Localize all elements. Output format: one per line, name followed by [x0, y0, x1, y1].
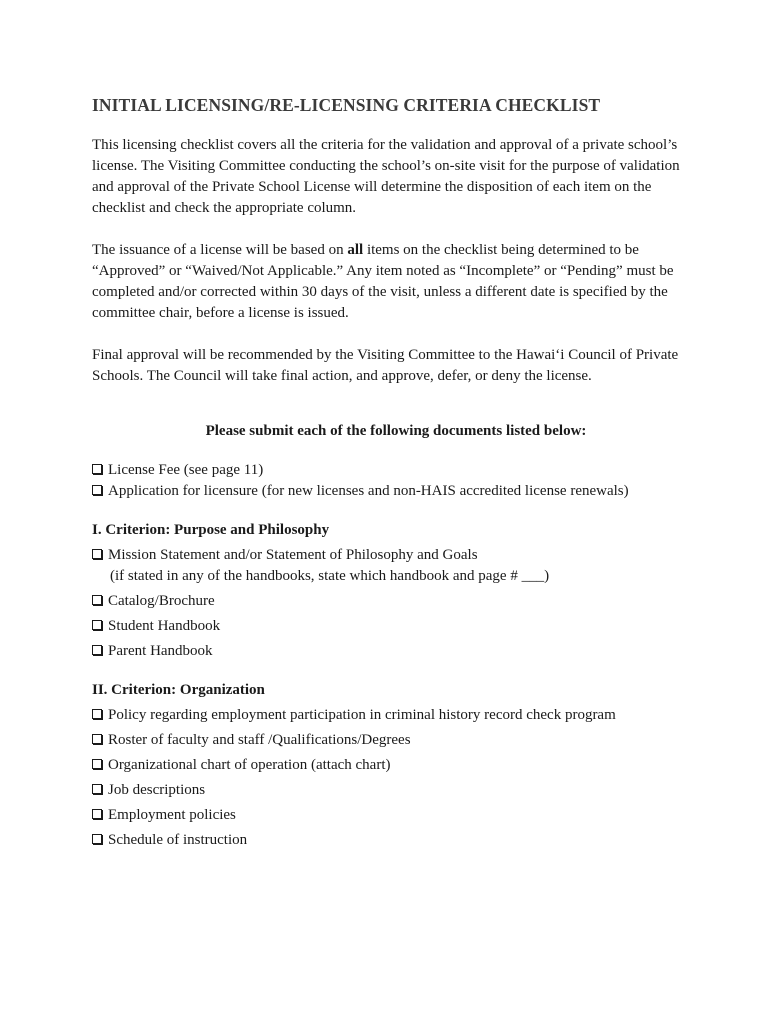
- final-approval-paragraph: Final approval will be recommended by the Visiting Committee to the Hawai‘i Council of Private Schools. The Council will take final action, and approve, defer, or deny the license.: [92, 347, 679, 384]
- checkbox-icon[interactable]: [92, 595, 102, 605]
- documents-heading: Please submit each of the following documents listed below:: [205, 423, 587, 439]
- criterion-item-label: Organizational chart of operation (attach chart): [108, 757, 391, 773]
- documents-list: [92, 460, 700, 502]
- checkbox-icon[interactable]: [92, 645, 102, 655]
- criterion-1-list: [92, 545, 700, 662]
- issuance-text-bold: all: [347, 242, 364, 258]
- issuance-text-end: items on the checklist being determined to be “Approved” or “Waived/Not Applicable.” Any item noted as “Incomplete” or “Pending” must be completed and/or corrected within 30 days of the visit, unless a different date is specified by the committee chair, before a license is issued.: [92, 242, 674, 321]
- criterion-2-item-policy: [92, 705, 700, 726]
- criterion-1-item-parent-handbook: [92, 641, 700, 662]
- criterion-2-heading: II. Criterion: Organization: [92, 682, 265, 698]
- document-item-license-fee: [92, 460, 700, 481]
- criterion-2-list: [92, 705, 700, 851]
- criterion-item-label: Mission Statement and/or Statement of Philosophy and Goals: [108, 547, 478, 563]
- checkbox-icon[interactable]: [92, 709, 102, 719]
- criterion-2-item-org-chart: [92, 755, 700, 776]
- criterion-item-label: Policy regarding employment participation in criminal history record check program: [108, 707, 616, 723]
- criterion-item-label: Job descriptions: [108, 782, 206, 798]
- criterion-item-label: Employment policies: [108, 807, 236, 823]
- checkbox-icon[interactable]: [92, 809, 102, 819]
- document-item-application: [92, 481, 700, 502]
- checkbox-icon[interactable]: [92, 734, 102, 744]
- criterion-item-label: Schedule of instruction: [108, 832, 248, 848]
- document-item-label: License Fee (see page 11): [108, 462, 264, 478]
- criterion-item-label: Student Handbook: [108, 618, 221, 634]
- checkbox-icon[interactable]: [92, 759, 102, 769]
- criterion-2-item-job-descriptions: [92, 780, 700, 801]
- criterion-item-label: Catalog/Brochure: [108, 593, 215, 609]
- criterion-1-item-catalog: [92, 591, 700, 612]
- checkbox-icon[interactable]: [92, 464, 102, 474]
- issuance-paragraph: [92, 240, 700, 324]
- criterion-2-item-roster: [92, 730, 700, 751]
- criterion-1-note: (if stated in any of the handbooks, state which handbook and page # ___): [110, 568, 550, 584]
- page-title: INITIAL LICENSING/RE-LICENSING CRITERIA CHECKLIST: [92, 95, 601, 115]
- intro-paragraph: This licensing checklist covers all the criteria for the validation and approval of a private school’s license. The Visiting Committee conducting the school’s on-site visit for the purpose of validation and approval of the Private School License will determine the disposition of each item on the checklist and check the appropriate column.: [92, 137, 680, 216]
- criterion-item-label: Parent Handbook: [108, 643, 213, 659]
- checkbox-icon[interactable]: [92, 620, 102, 630]
- checkbox-icon[interactable]: [92, 485, 102, 495]
- criterion-1-item-mission: [92, 545, 700, 566]
- criterion-2-item-schedule: [92, 830, 700, 851]
- document-item-label: Application for licensure (for new licenses and non-HAIS accredited license renewals): [108, 483, 629, 499]
- criterion-2-item-employment-policies: [92, 805, 700, 826]
- criterion-item-label: Roster of faculty and staff /Qualifications/Degrees: [108, 732, 411, 748]
- criterion-1-heading: I. Criterion: Purpose and Philosophy: [92, 522, 330, 538]
- checkbox-icon[interactable]: [92, 784, 102, 794]
- issuance-text-start: The issuance of a license will be based on: [92, 242, 348, 258]
- checkbox-icon[interactable]: [92, 549, 102, 559]
- checkbox-icon[interactable]: [92, 834, 102, 844]
- criterion-1-item-student-handbook: [92, 616, 700, 637]
